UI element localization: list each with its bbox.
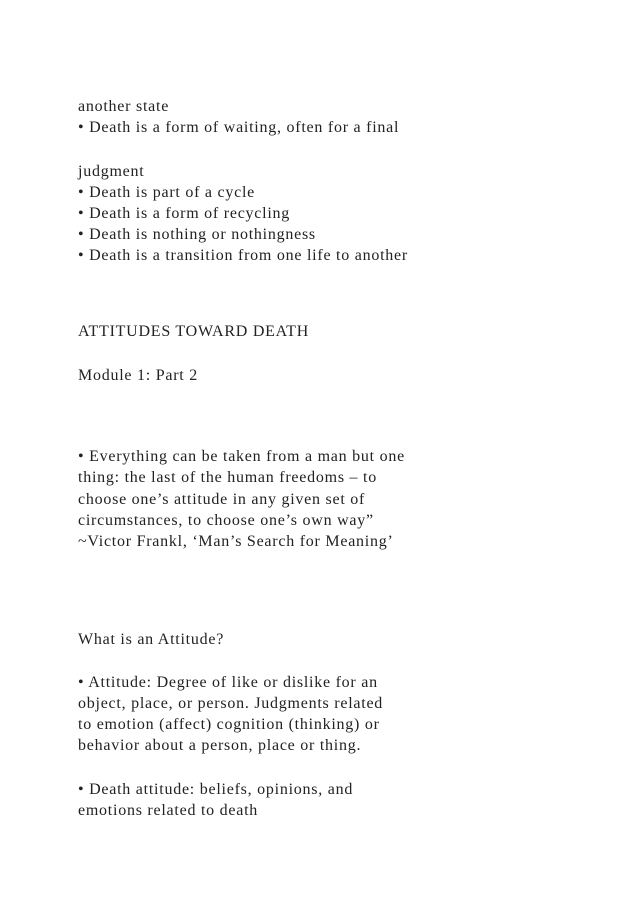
module-label: Module 1: Part 2 — [78, 367, 198, 384]
quote-attribution: ~Victor Frankl, ‘Man’s Search for Meaning’ — [78, 533, 394, 550]
bullet-item: • Death is part of a cycle — [78, 184, 256, 201]
quote-line: circumstances, to choose one’s own way” — [78, 512, 374, 529]
quote-line: • Everything can be taken from a man but one — [78, 448, 405, 465]
bullet-item: • Death is a form of waiting, often for a final — [78, 119, 400, 136]
bullet-item: • Death is a form of recycling — [78, 205, 291, 222]
bullet-item: • Death is nothing or nothingness — [78, 226, 316, 243]
definition-line: to emotion (affect) cognition (thinking) or — [78, 716, 380, 733]
bullet-item: • Death is a transition from one life to another — [78, 247, 408, 264]
definition-line: • Attitude: Degree of like or dislike for an — [78, 674, 378, 691]
definition-line: object, place, or person. Judgments related — [78, 695, 384, 712]
text-line: judgment — [78, 163, 145, 180]
definition-line: emotions related to death — [78, 802, 259, 819]
definition-line: • Death attitude: beliefs, opinions, and — [78, 781, 354, 798]
definition-line: behavior about a person, place or thing. — [78, 737, 362, 754]
quote-line: thing: the last of the human freedoms – to — [78, 469, 377, 486]
section-title: ATTITUDES TOWARD DEATH — [78, 323, 310, 340]
text-line: another state — [78, 98, 170, 115]
quote-line: choose one’s attitude in any given set of — [78, 491, 366, 508]
heading: What is an Attitude? — [78, 631, 225, 648]
